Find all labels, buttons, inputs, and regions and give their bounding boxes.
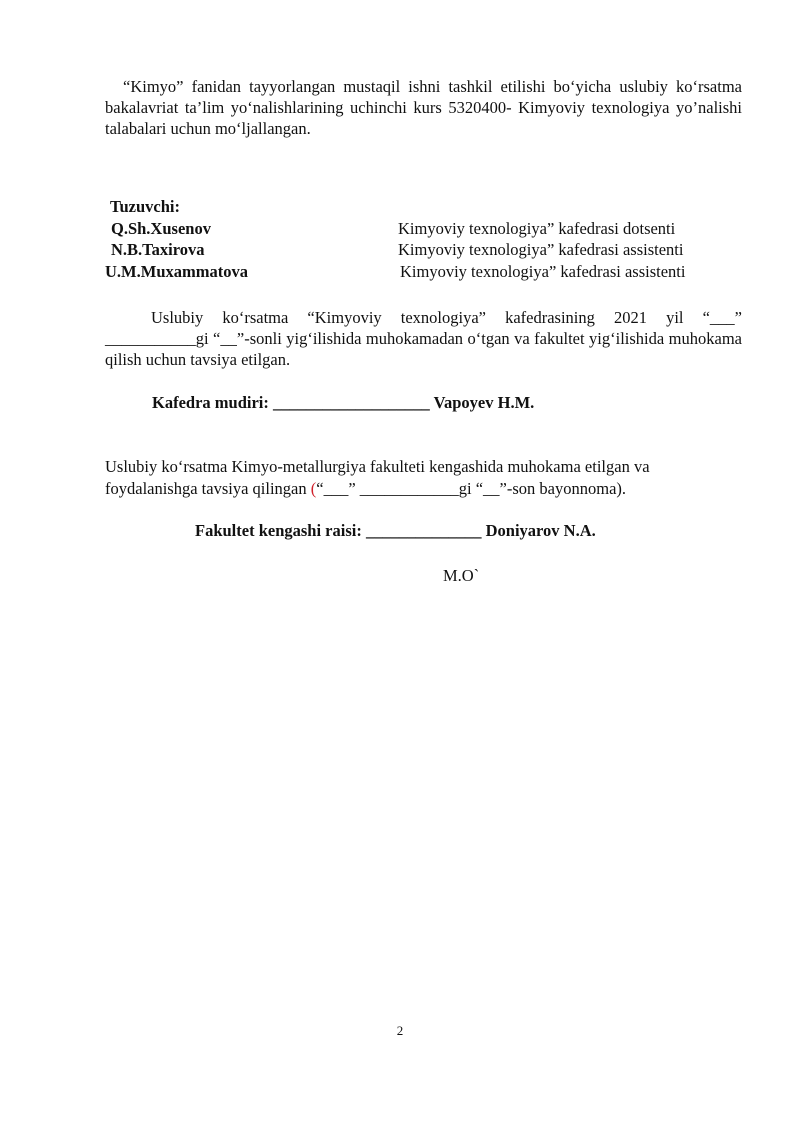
author-name: Q.Sh.Xusenov [111, 219, 211, 238]
page-number: 2 [396, 1023, 404, 1038]
council-paren: ( [310, 479, 317, 498]
author-role: Kimyoviy texnologiya” kafedrasi assistenti [398, 240, 684, 259]
author-name: N.B.Taxirova [111, 240, 205, 259]
author-name: U.M.Muxammatova [105, 262, 248, 281]
council-text: Uslubiy ko‘rsatma Kimyo-metallurgiya fakulteti kengashida muhokama etilgan va foydalanishga tavsiya qilingan [105, 457, 650, 498]
author-row [0, 262, 800, 284]
council-chair-name: Doniyarov N.A. [485, 521, 596, 540]
signature-blank: ___________________ [273, 393, 430, 412]
council-paragraph [105, 456, 742, 500]
approval-paragraph: Uslubiy ko‘rsatma “Kimyoviy texnologiya” kafedrasining 2021 yil “___” ___________gi “__”-sonli yig‘ilishida muhokamadan o‘tgan va fakultet yig‘ilishida muhokama qilish uchun tavsiya etilgan. [105, 308, 742, 369]
signature-blank: ______________ [365, 521, 482, 540]
authors-heading: Tuzuvchi: [110, 197, 180, 216]
author-row [0, 240, 800, 262]
council-text-after: “___” ____________gi “__”-son bayonnoma). [316, 479, 627, 498]
department-head-label: Kafedra mudiri: [152, 393, 269, 412]
seal-mark: M.O` [443, 566, 480, 585]
intro-paragraph: “Kimyo” fanidan tayyorlangan mustaqil ishni tashkil etilishi bo‘yicha uslubiy ko‘rsatma bakalavriat ta’lim yo‘nalishlarining uchinchi kurs 5320400- Kimyoviy texnologiya yo’nalishi talabalari uchun mo‘ljallangan. [105, 77, 742, 138]
council-chair-label: Fakultet kengashi raisi: [195, 521, 362, 540]
council-chair-signature-line [195, 521, 596, 541]
department-head-signature-line [152, 393, 534, 413]
author-role: Kimyoviy texnologiya” kafedrasi dotsenti [398, 219, 676, 238]
department-head-name: Vapoyev H.M. [433, 393, 535, 412]
author-role: Kimyoviy texnologiya” kafedrasi assistenti [400, 262, 686, 281]
author-row [0, 219, 800, 241]
